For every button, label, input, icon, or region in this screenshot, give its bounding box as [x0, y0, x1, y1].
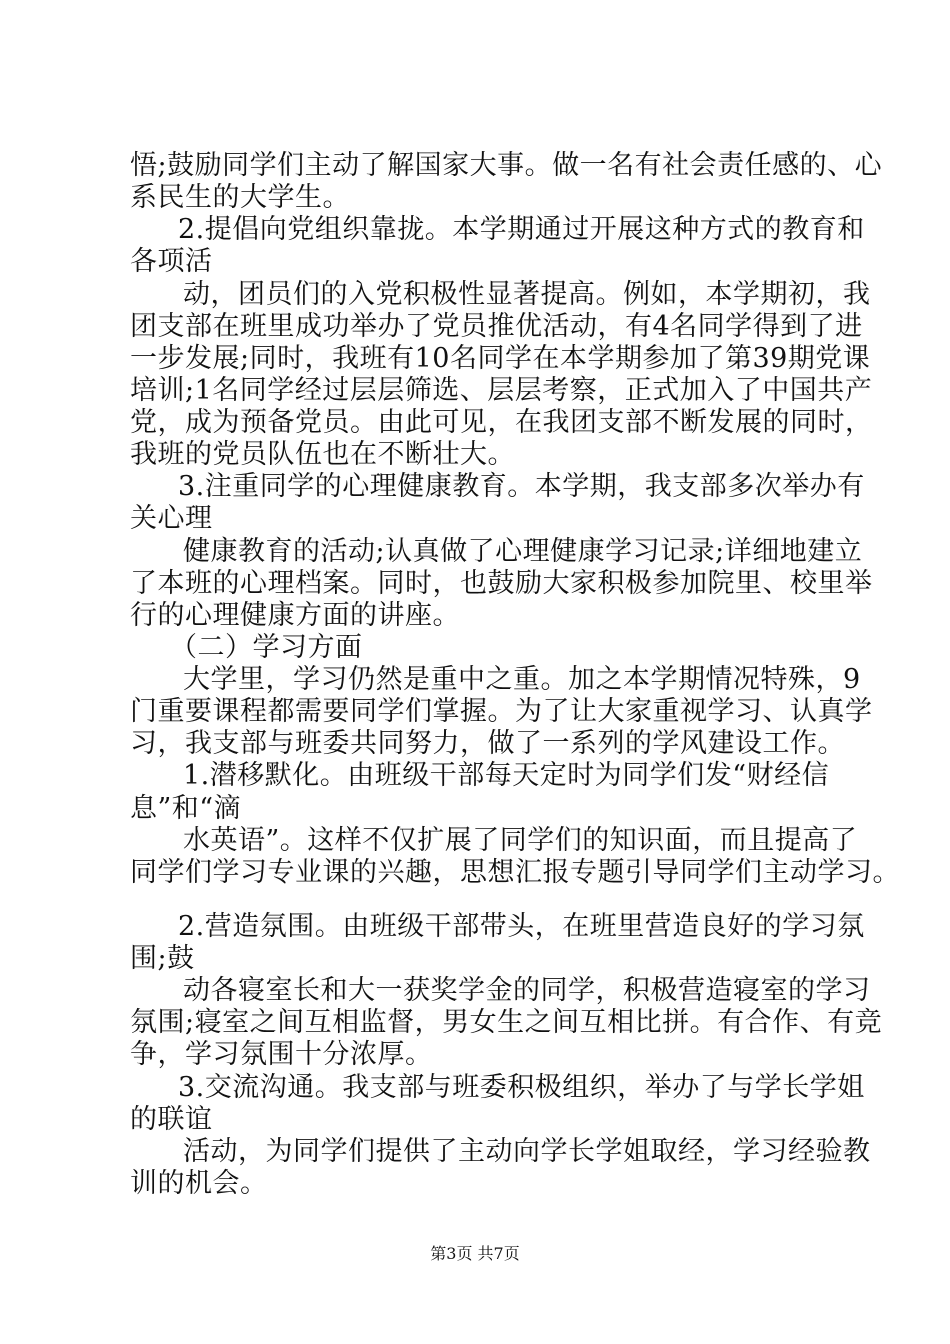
section-heading: （二）学习方面 — [170, 632, 363, 663]
page-number-footer: 第3页 共7页 — [430, 1244, 520, 1263]
paragraph-line: 党，成为预备党员。由此可见，在我团支部不断发展的同时， — [130, 407, 873, 438]
paragraph-line: 系民生的大学生。 — [130, 182, 350, 213]
paragraph-line: 习，我支部与班委共同努力，做了一系列的学风建设工作。 — [130, 728, 845, 759]
paragraph-line: 2.营造氛围。由班级干部带头，在班里营造良好的学习氛 — [178, 911, 865, 942]
paragraph-line: 关心理 — [130, 503, 213, 534]
paragraph-line: 围;鼓 — [130, 943, 195, 974]
paragraph-line: 行的心理健康方面的讲座。 — [130, 600, 460, 631]
paragraph-line: 动各寝室长和大一获奖学金的同学，积极营造寝室的学习 — [183, 975, 871, 1006]
paragraph-line: 同学们学习专业课的兴趣，思想汇报专题引导同学们主动学习。 — [130, 857, 900, 888]
paragraph-line: 健康教育的活动;认真做了心理健康学习记录;详细地建立 — [183, 536, 863, 567]
paragraph-line: 水英语”。这样不仅扩展了同学们的知识面，而且提高了 — [183, 825, 858, 856]
paragraph-line: 大学里，学习仍然是重中之重。加之本学期情况特殊，9 — [183, 664, 861, 695]
paragraph-line: 氛围;寝室之间互相监督，男女生之间互相比拼。有合作、有竞 — [130, 1007, 883, 1038]
paragraph-line: 活动，为同学们提供了主动向学长学姐取经，学习经验教 — [183, 1136, 871, 1167]
paragraph-line: 了本班的心理档案。同时，也鼓励大家积极参加院里、校里举 — [130, 568, 873, 599]
paragraph-line: 培训;1名同学经过层层筛选、层层考察，正式加入了中国共产 — [130, 375, 873, 406]
paragraph-line: 2.提倡向党组织靠拢。本学期通过开展这种方式的教育和 — [178, 214, 865, 245]
paragraph-line: 一步发展;同时，我班有10名同学在本学期参加了第39期党课 — [130, 343, 871, 374]
paragraph-line: 悟;鼓励同学们主动了解国家大事。做一名有社会责任感的、心 — [130, 150, 883, 181]
paragraph-line: 争，学习氛围十分浓厚。 — [130, 1039, 433, 1070]
paragraph-line: 动，团员们的入党积极性显著提高。例如，本学期初，我 — [183, 279, 871, 310]
paragraph-line: 团支部在班里成功举办了党员推优活动，有4名同学得到了进 — [130, 311, 863, 342]
paragraph-line: 门重要课程都需要同学们掌握。为了让大家重视学习、认真学 — [130, 696, 873, 727]
paragraph-line: 3.注重同学的心理健康教育。本学期，我支部多次举办有 — [178, 471, 865, 502]
paragraph-line: 我班的党员队伍也在不断壮大。 — [130, 439, 515, 470]
paragraph-line: 的联谊 — [130, 1104, 213, 1135]
paragraph-line: 训的机会。 — [130, 1168, 268, 1199]
paragraph-line: 1.潜移默化。由班级干部每天定时为同学们发“财经信 — [183, 760, 830, 791]
paragraph-line: 息”和“滴 — [130, 793, 242, 824]
paragraph-line: 各项活 — [130, 246, 213, 277]
paragraph-line: 3.交流沟通。我支部与班委积极组织，举办了与学长学姐 — [178, 1072, 865, 1103]
